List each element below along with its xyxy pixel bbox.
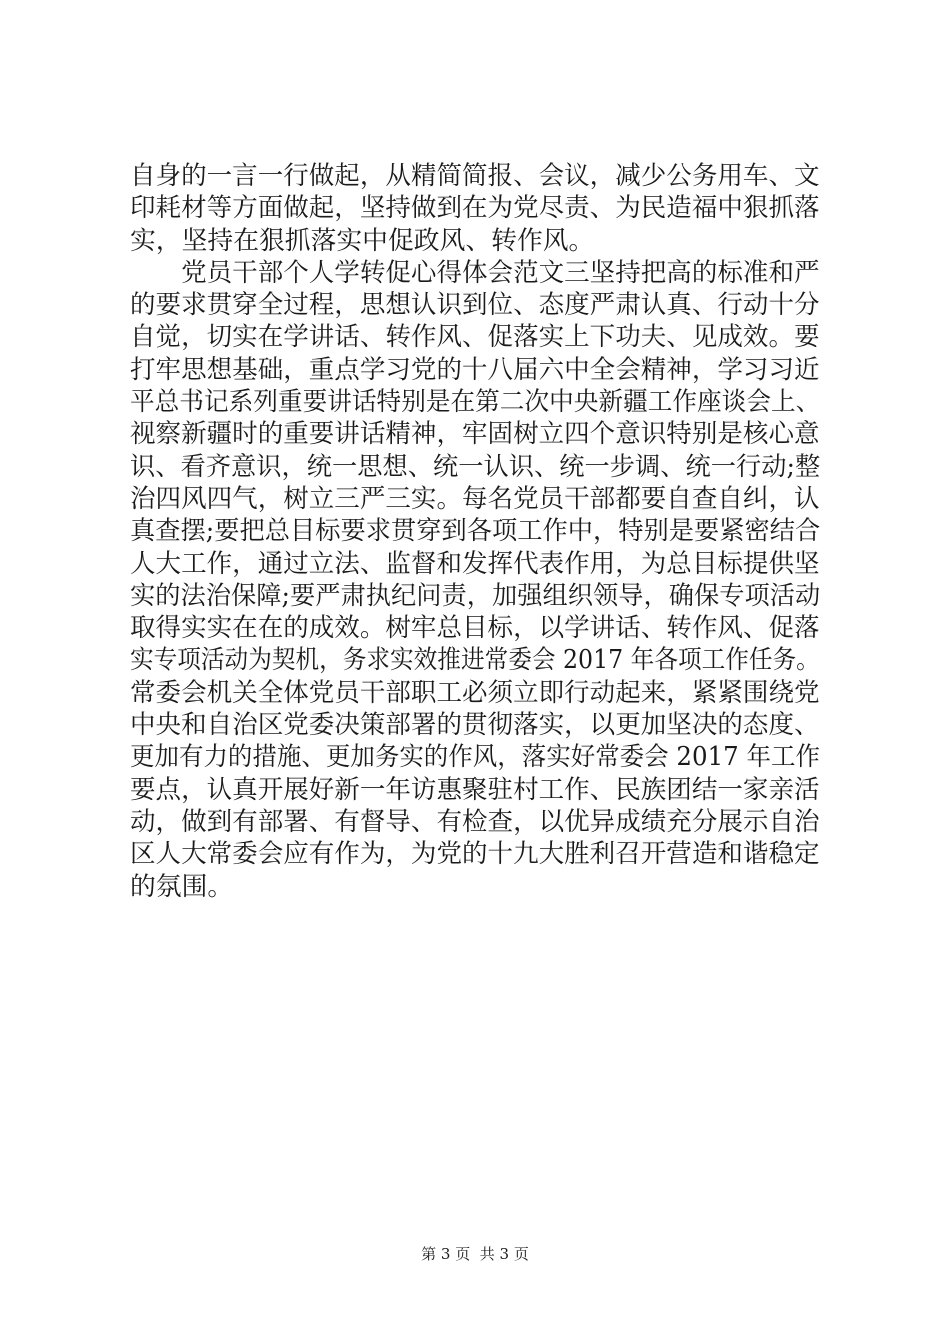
text-line: 真查摆;要把总目标要求贯穿到各项工作中，特别是要紧密结合	[130, 516, 821, 547]
text-line: 的要求贯穿全过程，思想认识到位、态度严肃认真、行动十分	[130, 290, 820, 321]
text-line: 动，做到有部署、有督导、有检查，以优异成绩充分展示自治	[130, 806, 820, 837]
text-line: 平总书记系列重要讲话特别是在第二次中央新疆工作座谈会上、	[130, 387, 821, 418]
text-line: 要点，认真开展好新一年访惠聚驻村工作、民族团结一家亲活	[130, 774, 820, 805]
text-line: 更加有力的措施、更加务实的作风，落实好常委会 2017 年工作	[130, 742, 820, 773]
text-line: 实专项活动为契机，务求实效推进常委会 2017 年各项工作任务。	[130, 645, 820, 676]
text-line: 取得实实在在的成效。树牢总目标，以学讲话、转作风、促落	[130, 613, 820, 644]
text-line: 的氛围。	[130, 871, 234, 902]
text-line: 自觉，切实在学讲话、转作风、促落实上下功夫、见成效。要	[130, 322, 820, 353]
text-line: 自身的一言一行做起，从精简简报、会议，减少公务用车、文	[130, 161, 820, 191]
text-line: 识、看齐意识，统一思想、统一认识、统一步调、统一行动;整	[130, 451, 821, 482]
text-line: 印耗材等方面做起，坚持做到在为党尽责、为民造福中狠抓落	[130, 193, 820, 224]
text-line: 实的法治保障;要严肃执纪问责，加强组织领导，确保专项活动	[130, 580, 821, 611]
text-line: 人大工作，通过立法、监督和发挥代表作用，为总目标提供坚	[130, 548, 820, 579]
text-line: 打牢思想基础，重点学习党的十八届六中全会精神，学习习近	[130, 354, 820, 385]
text-line: 党员干部个人学转促心得体会范文三坚持把高的标准和严	[130, 257, 820, 288]
text-line: 区人大常委会应有作为，为党的十九大胜利召开营造和谐稳定	[130, 839, 820, 870]
text-line: 实，坚持在狠抓落实中促政风、转作风。	[130, 225, 595, 256]
text-line: 治四风四气，树立三严三实。每名党员干部都要自查自纠，认	[130, 483, 820, 514]
text-line: 常委会机关全体党员干部职工必须立即行动起来，紧紧围绕党	[130, 677, 820, 708]
body-text	[130, 160, 820, 903]
text-line: 中央和自治区党委决策部署的贯彻落实，以更加坚决的态度、	[130, 710, 820, 741]
text-line: 视察新疆时的重要讲话精神，牢固树立四个意识特别是核心意	[130, 419, 820, 450]
page-footer: 第 3 页 共 3 页	[421, 1245, 529, 1263]
